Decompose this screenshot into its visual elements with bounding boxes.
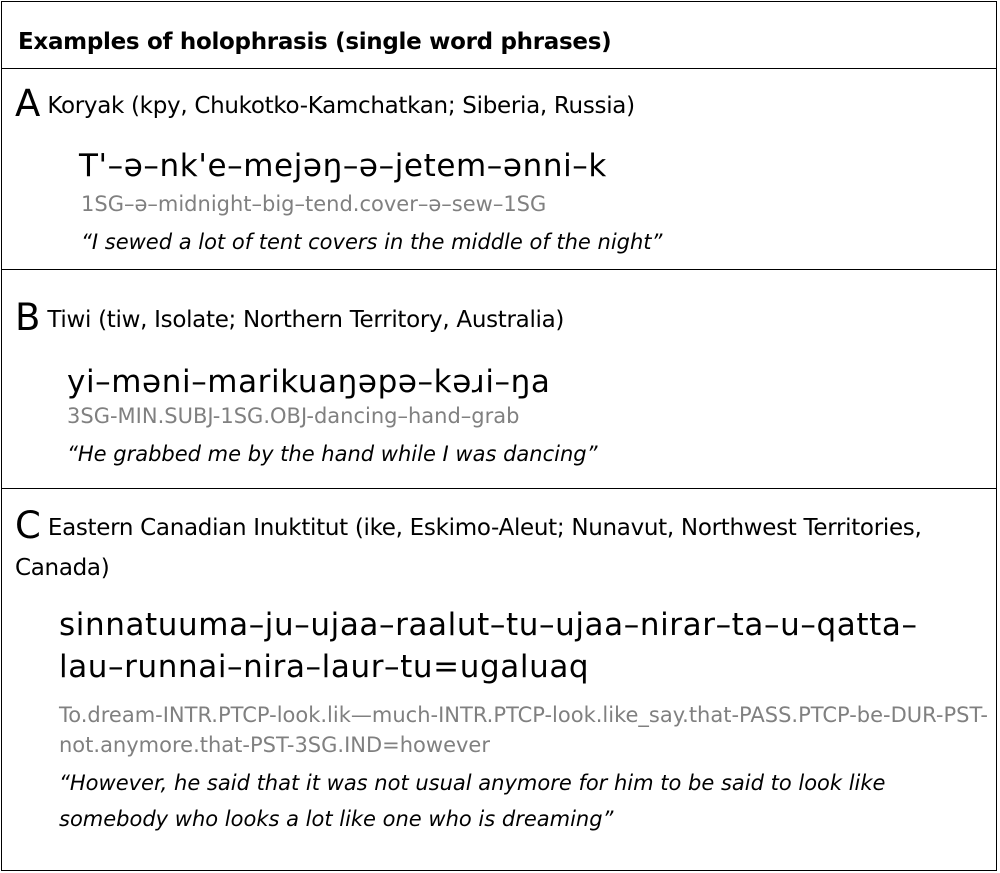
table-title: Examples of holophrasis (single word phrases) bbox=[18, 29, 612, 55]
language-name-b: Tiwi (tiw, Isolate; Northern Territory, Australia) bbox=[47, 307, 565, 333]
language-name-c: Eastern Canadian Inuktitut (ike, Eskimo-Aleut; Nunavut, Northwest Territories, Canada) bbox=[15, 515, 922, 581]
translation-c: “However, he said that it was not usual anymore for him to be said to look like somebody who looks a lot like one who is dreaming” bbox=[59, 771, 886, 831]
example-row-c bbox=[2, 488, 996, 872]
translation-a: “I sewed a lot of tent covers in the middle of the night” bbox=[81, 230, 663, 254]
example-letter-b: B bbox=[15, 296, 40, 339]
gloss-c: To.dream-INTR.PTCP-look.lik—much-INTR.PTCP-look.like_say.that-PASS.PTCP-be-DUR-PST-not.anymore.that-PST-3SG.IND=however bbox=[59, 703, 988, 757]
holophrase-b: yi–məni–marikuaŋəpə–kəɹi–ŋa bbox=[67, 364, 551, 400]
example-letter-a: A bbox=[15, 82, 40, 125]
table-header-row bbox=[2, 2, 996, 68]
example-row-b bbox=[2, 269, 996, 488]
language-heading-b bbox=[15, 296, 565, 340]
language-heading-c bbox=[15, 504, 975, 588]
holophrase-c: sinnatuuma–ju–ujaa–raalut–tu–ujaa–nirar–ta–u–qatta–lau–runnai–nira–laur–tu=ugaluaq bbox=[59, 607, 918, 685]
gloss-a: 1SG–ə–midnight–big–tend.cover–ə–sew–1SG bbox=[81, 192, 547, 216]
holophrase-a: T'–ə–nk'e–mejəŋ–ə–jetem–ənni–k bbox=[79, 148, 607, 184]
example-letter-c: C bbox=[15, 504, 40, 547]
language-name-a: Koryak (kpy, Chukotko-Kamchatkan; Siberia, Russia) bbox=[47, 93, 635, 119]
translation-b: “He grabbed me by the hand while I was dancing” bbox=[67, 442, 598, 466]
holophrasis-table bbox=[1, 1, 997, 871]
gloss-b: 3SG-MIN.SUBJ-1SG.OBJ-dancing–hand–grab bbox=[67, 404, 520, 428]
language-heading-a bbox=[15, 82, 635, 126]
example-row-a bbox=[2, 68, 996, 269]
